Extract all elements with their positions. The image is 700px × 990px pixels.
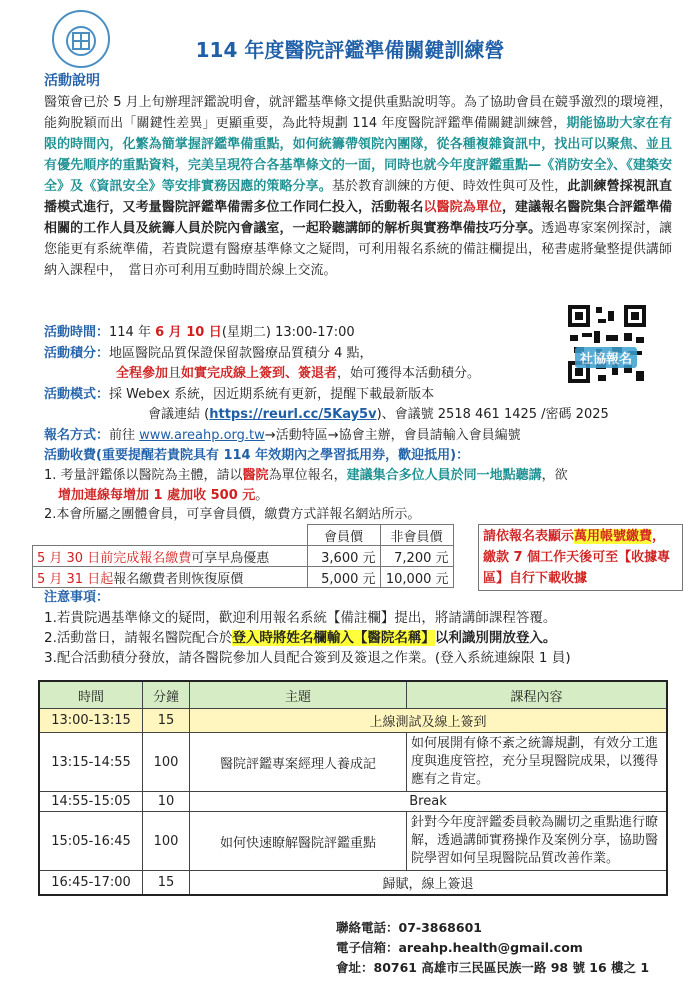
schedule-header-time: 時間 xyxy=(39,681,143,709)
fee-heading: 活動收費(重要提醒若貴院具有 114 年效期內之學習抵用券，歡迎抵用)： xyxy=(44,448,470,463)
schedule-table xyxy=(38,680,668,896)
fee-header-nonmember: 非會員價 xyxy=(380,525,453,546)
notes-heading: 注意事項： xyxy=(44,590,110,605)
note-2: 2.活動當日，請報名醫院配合於登入時將姓名欄輸入【醫院名稱】以利識別開放登入。 xyxy=(44,630,557,646)
schedule-row: 13:00-13:15 15 上線測試及線上簽到 xyxy=(39,709,667,733)
qr-code-icon xyxy=(568,305,646,383)
fee-item-1-extra: 增加連線每增加 1 處加收 500 元。 xyxy=(58,488,269,503)
page-title: 114 年度醫院評鑑準備關鍵訓練營 xyxy=(195,38,505,62)
fee-row: 5 月 30 日前完成報名繳費可享早鳥優惠 3,600 元 7,200 元 xyxy=(33,546,454,567)
schedule-header-content: 課程內容 xyxy=(407,681,668,709)
contact-address: 會址：80761 高雄市三民區民族一路 98 號 16 樓之 1 xyxy=(336,960,650,975)
contact-email: 電子信箱：areahp.health@gmail.com xyxy=(336,940,583,955)
event-credit: 活動積分：地區醫院品質保證保留款醫療品質積分 4 點， xyxy=(44,346,373,361)
meeting-link[interactable]: https://reurl.cc/5Kay5v xyxy=(209,407,377,422)
note-1: 1.若貴院遇基準條文的疑問，歡迎利用報名系統【備註欄】提出，將請講師課程答覆。 xyxy=(44,610,557,626)
signup-method: 報名方式：前往 www.areahp.org.tw→活動特區→協會主辦，會員請輸入會員編號 xyxy=(44,428,521,443)
intro-paragraph: 醫策會已於 5 月上旬辦理評鑑說明會，就評鑑基準條文提供重點說明等。為了協助會員在競爭激烈的環境裡，能夠脫穎而出「關鍵性差異」更顯重要，為此特規劃 114 年度醫院評鑑準備關鍵訓練營，期能協助大家在有限的時間內，化繁為簡掌握評鑑準備重點，如何統籌帶領院內團隊，從各種複雜資訊中，找出可以聚焦、並且有優先順序的重點資料，完美呈現符合各基準條文的一面，同時也就今年度評鑑重點—《消防安全》、《建築安全》及《資訊安全》等安排實務因應的策略分享。基於教育訓練的方便、時效性與可及性，此訓練營採視訊直播模式進行，又考量醫院評鑑準備需多位工作同仁投入，活動報名以醫院為單位，建議報名醫院集合評鑑準備相關的工作人員及統籌人員於院內會議室，一起聆聽講師的解析與實務準備技巧分享。透過專家案例探討，讓您能更有系統準備，若貴院還有醫療基準條文之疑問，可利用報名系統的備註欄提出，秘書處將彙整提供講師納入課程中， 當日亦可利用互動時間於線上交流。 xyxy=(44,95,672,278)
intro-heading: 活動說明 xyxy=(44,73,100,89)
fee-table xyxy=(32,524,454,588)
fee-item-2: 2.本會所屬之團體會員，可享會員價，繳費方式詳報名網站所示。 xyxy=(44,507,421,522)
schedule-row: 14:55-15:05 10 Break xyxy=(39,792,667,812)
schedule-row: 15:05-16:45 100 如何快速瞭解醫院評鑑重點 針對今年度評鑑委員較為關切之重點進行瞭解，透過講師實務操作及案例分享，協助醫院學習如何呈現醫院品質改善作業。 xyxy=(39,812,667,871)
schedule-header-topic: 主題 xyxy=(190,681,407,709)
note-3: 3.配合活動積分發放，請各醫院參加人員配合簽到及簽退之作業。(登入系統連線限 1 員) xyxy=(44,650,571,666)
fee-header-member: 會員價 xyxy=(307,525,380,546)
fee-row: 5 月 31 日起報名繳費者則恢復原價 5,000 元 10,000 元 xyxy=(33,567,454,588)
schedule-row: 13:15-14:55 100 醫院評鑑專案經理人養成記 如何展開有條不紊之統籌規劃，有效分工進度與進度管控，充分呈現醫院成果，以獲得應有之肯定。 xyxy=(39,733,667,792)
event-credit-condition: 全程參加且如實完成線上簽到、簽退者，始可獲得本活動積分。 xyxy=(116,366,481,381)
event-mode: 活動模式：採 Webex 系統，因近期系統有更新，提醒下載最新版本 xyxy=(44,387,435,402)
schedule-header-minutes: 分鐘 xyxy=(143,681,190,709)
schedule-row: 16:45-17:00 15 歸賦，線上簽退 xyxy=(39,871,667,896)
contact-phone: 聯絡電話：07-3868601 xyxy=(336,920,482,935)
fee-item-1: 1. 考量評鑑係以醫院為主體，請以醫院為單位報名，建議集合多位人員於同一地點聽講，欲 xyxy=(44,468,568,483)
qr-code[interactable] xyxy=(568,305,646,383)
signup-website-link[interactable]: www.areahp.org.tw xyxy=(139,428,265,443)
meeting-info: 會議連結 (https://reurl.cc/5Kay5v)、會議號 2518 461 1425 /密碼 2025 xyxy=(148,407,609,422)
event-time: 活動時間：114 年 6 月 10 日(星期二) 13:00-17:00 xyxy=(44,325,355,340)
qr-signup-label: 社協報名 xyxy=(575,347,637,368)
payment-note: 請依報名表顯示萬用帳號繳費，繳款 7 個工作天後可至【收據專區】自行下載收據 xyxy=(478,524,683,591)
